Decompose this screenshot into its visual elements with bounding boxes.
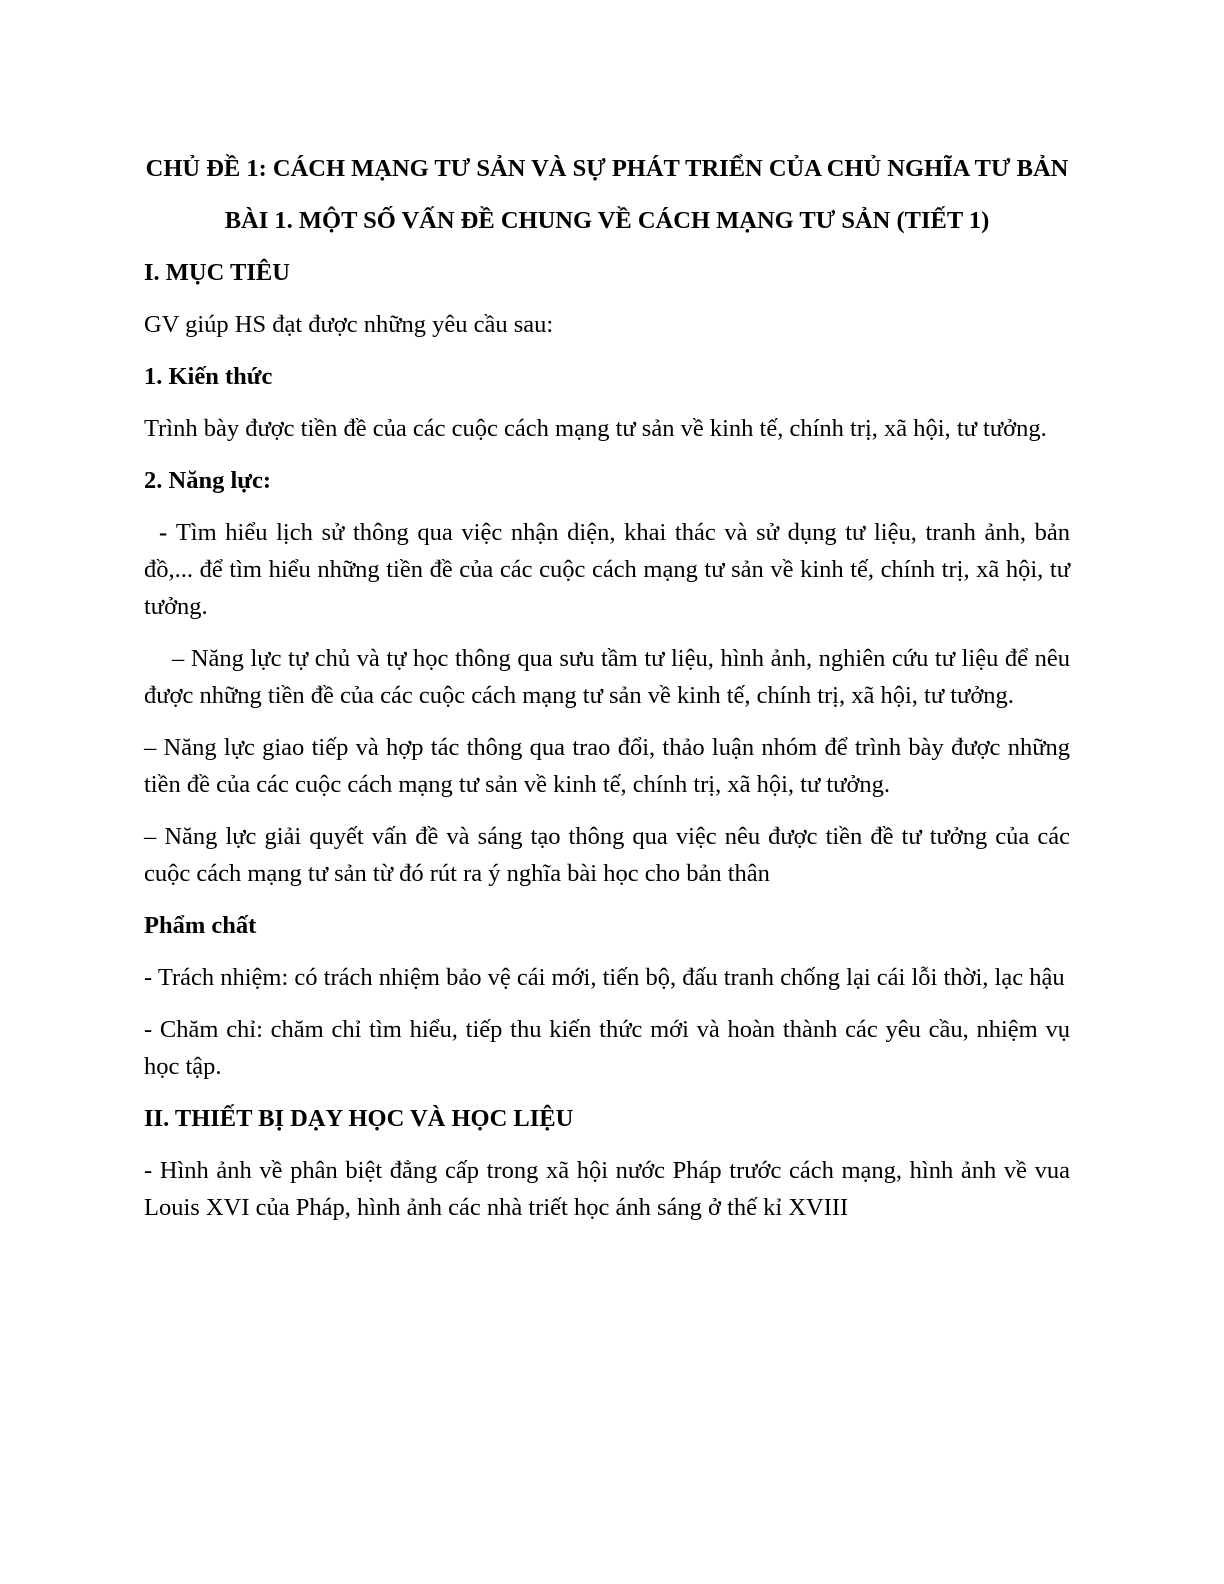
competency-item-4: – Năng lực giải quyết vấn đề và sáng tạo thông qua việc nêu được tiền đề tư tưởng của các cuộc cách mạng tư sản từ đó rút ra ý nghĩa bài học cho bản thân [144, 823, 1070, 887]
knowledge-text: Trình bày được tiền đề của các cuộc cách mạng tư sản về kinh tế, chính trị, xã hội, tư tưởng. [144, 415, 1047, 442]
subheading-knowledge: 1. Kiến thức [144, 363, 273, 390]
intro-text: GV giúp HS đạt được những yêu cầu sau: [144, 311, 554, 338]
subheading-competency: 2. Năng lực: [144, 467, 271, 494]
lesson-title: BÀI 1. MỘT SỐ VẤN ĐỀ CHUNG VỀ CÁCH MẠNG TƯ SẢN (TIẾT 1) [224, 207, 990, 234]
competency-item-1-text: Tìm hiểu lịch sử thông qua việc nhận diện, khai thác và sử dụng tư liệu, tranh ảnh, bản đồ,... để tìm hiểu những tiền đề của các cuộc cách mạng tư sản về kinh tế, chính trị, xã hội, tư tưởng. [144, 519, 1070, 620]
quality-item-2: - Chăm chỉ: chăm chỉ tìm hiểu, tiếp thu kiến thức mới và hoàn thành các yêu cầu, nhiệm vụ học tập. [144, 1016, 1070, 1080]
section-heading-equipment: II. THIẾT BỊ DẠY HỌC VÀ HỌC LIỆU [144, 1105, 574, 1132]
competency-item-3: – Năng lực giao tiếp và hợp tác thông qua trao đổi, thảo luận nhóm để trình bày được những tiền đề của các cuộc cách mạng tư sản về kinh tế, chính trị, xã hội, tư tưởng. [144, 734, 1070, 798]
section-heading-objectives: I. MỤC TIÊU [144, 259, 290, 286]
competency-item-1 [144, 514, 1070, 625]
quality-item-1: - Trách nhiệm: có trách nhiệm bảo vệ cái mới, tiến bộ, đấu tranh chống lại cái lỗi thời, lạc hậu [144, 964, 1065, 991]
subheading-quality: Phẩm chất [144, 912, 257, 939]
competency-item-1-bullet: - [159, 519, 176, 546]
document-page [144, 150, 1070, 1226]
document-title: CHỦ ĐỀ 1: CÁCH MẠNG TƯ SẢN VÀ SỰ PHÁT TRIỂN CỦA CHỦ NGHĨA TƯ BẢN [145, 155, 1069, 182]
equipment-text: - Hình ảnh về phân biệt đẳng cấp trong xã hội nước Pháp trước cách mạng, hình ảnh về vua Louis XVI của Pháp, hình ảnh các nhà triết học ánh sáng ở thế kỉ XVIII [144, 1157, 1070, 1221]
competency-item-2: – Năng lực tự chủ và tự học thông qua sưu tầm tư liệu, hình ảnh, nghiên cứu tư liệu để nêu được những tiền đề của các cuộc cách mạng tư sản về kinh tế, chính trị, xã hội, tư tưởng. [144, 645, 1070, 709]
